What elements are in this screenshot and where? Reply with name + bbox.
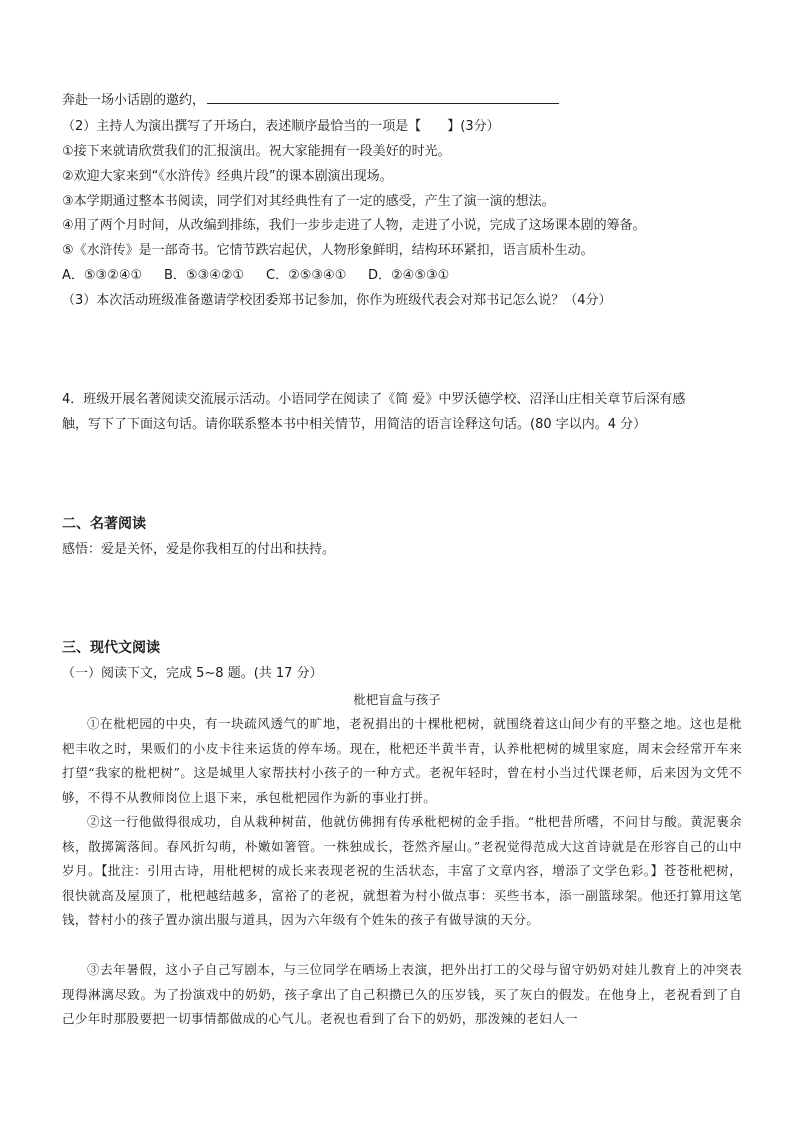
sentence-1: ①接下来就请欣赏我们的汇报演出。祝大家能拥有一段美好的时光。 xyxy=(62,144,451,159)
answer-options xyxy=(62,267,449,284)
option-b: B．⑤③④②① xyxy=(164,268,245,283)
article-title: 枇杷盲盒与孩子 xyxy=(353,692,441,707)
sentence-2: ②欢迎大家来到“《水浒传》经典片段”的课本剧演出现场。 xyxy=(62,169,393,184)
article-paragraph-2: ②这一行他做得很成功，自从栽种树苗，他就仿佛拥有传承枇杷树的金手指。“枇杷昔所嗜，不问甘与酸。黄泥裹余核，散掷篱落间。春风折勾萌，朴嫩如箸管。一株独成长，苍然齐屋山。”老祝觉得范成大这首诗就是在形容自己的山中岁月。【批注：引用古诗，用枇杷树的成长来表现老祝的生活状态，丰富了文章内容，增添了文学色彩。】苍苍枇杷树，很快就高及屋顶了，枇杷越结越多，富裕了的老祝，就想着为村小做点事：买些书本，添一副篮球架。他还打算用这笔钱，替村小的孩子置办演出服与道具，因为六年级有个姓朱的孩子有做导演的天分。 xyxy=(62,814,742,928)
option-c: C．②⑤③④① xyxy=(266,268,347,283)
article-paragraph-1: ①在枇杷园的中央，有一块疏风透气的旷地，老祝捐出的十棵枇杷树，就围绕着这山间少有的平整之地。这也是枇杷丰收之时，果贩们的小皮卡往来运货的停车场。现在，枇杷还半黄半青，认养枇杷树的城里家庭，周末会经常开车来打望“我家的枇杷树”。这是城里人家帮扶村小孩子的一种方式。老祝年轻时，曾在村小当过代课老师，后来因为文凭不够，不得不从教师岗位上退下来，承包枇杷园作为新的事业打拼。 xyxy=(62,716,742,805)
option-d: D．②④⑤③① xyxy=(368,268,450,283)
sentence-4: ④用了两个月时间，从改编到排练，我们一步步走进了人物，走进了小说，完成了这场课本剧的筹备。 xyxy=(62,218,646,233)
question-2-stem: （2）主持人为演出撰写了开场白，表述顺序最恰当的一项是【 】(3分） xyxy=(62,119,500,134)
sentence-5: ⑤《水浒传》是一部奇书。它情节跌宕起伏，人物形象鲜明，结构环环紧扣，语言质朴生动。 xyxy=(62,243,594,258)
article-paragraph-3: ③去年暑假，这小子自己写剧本，与三位同学在晒场上表演，把外出打工的父母与留守奶奶对娃儿教育上的冲突表现得淋漓尽致。为了扮演戏中的奶奶，孩子拿出了自己积攒已久的压岁钱，买了灰白的假发。在他身上，老祝看到了自己少年时那股要把一切事情都做成的心气儿。老祝也看到了台下的奶奶，那泼辣的老妇人一 xyxy=(62,962,742,1027)
invite-prefix: 奔赴一场小话剧的邀约， xyxy=(62,93,206,108)
section-2-heading: 二、名著阅读 xyxy=(62,516,146,532)
sentence-3: ③本学期通过整本书阅读，同学们对其经典性有了一定的感受，产生了演一演的想法。 xyxy=(62,194,555,209)
invite-line xyxy=(62,91,559,109)
reading-instruction: （一）阅读下文，完成 5~8 题。(共 17 分） xyxy=(62,666,323,681)
question-4-line-2: 触，写下了下面这句话。请你联系整本书中相关情节，用简洁的语言诠释这句话。(80 字以内。4 分） xyxy=(62,417,647,432)
section-3-heading: 三、现代文阅读 xyxy=(62,640,160,656)
option-a: A．⑤③②④① xyxy=(62,268,143,283)
section-2-text: 感悟：爱是关怀，爱是你我相互的付出和扶持。 xyxy=(62,542,336,557)
answer-blank-line xyxy=(207,91,559,104)
question-4-line-1: 4．班级开展名著阅读交流展示活动。小语同学在阅读了《简 爱》中罗沃德学校、沼泽山庄相关章节后深有感 xyxy=(62,392,686,407)
question-3-stem: （3）本次活动班级准备邀请学校团委郑书记参加，你作为班级代表会对郑书记怎么说？（4分） xyxy=(62,293,612,308)
